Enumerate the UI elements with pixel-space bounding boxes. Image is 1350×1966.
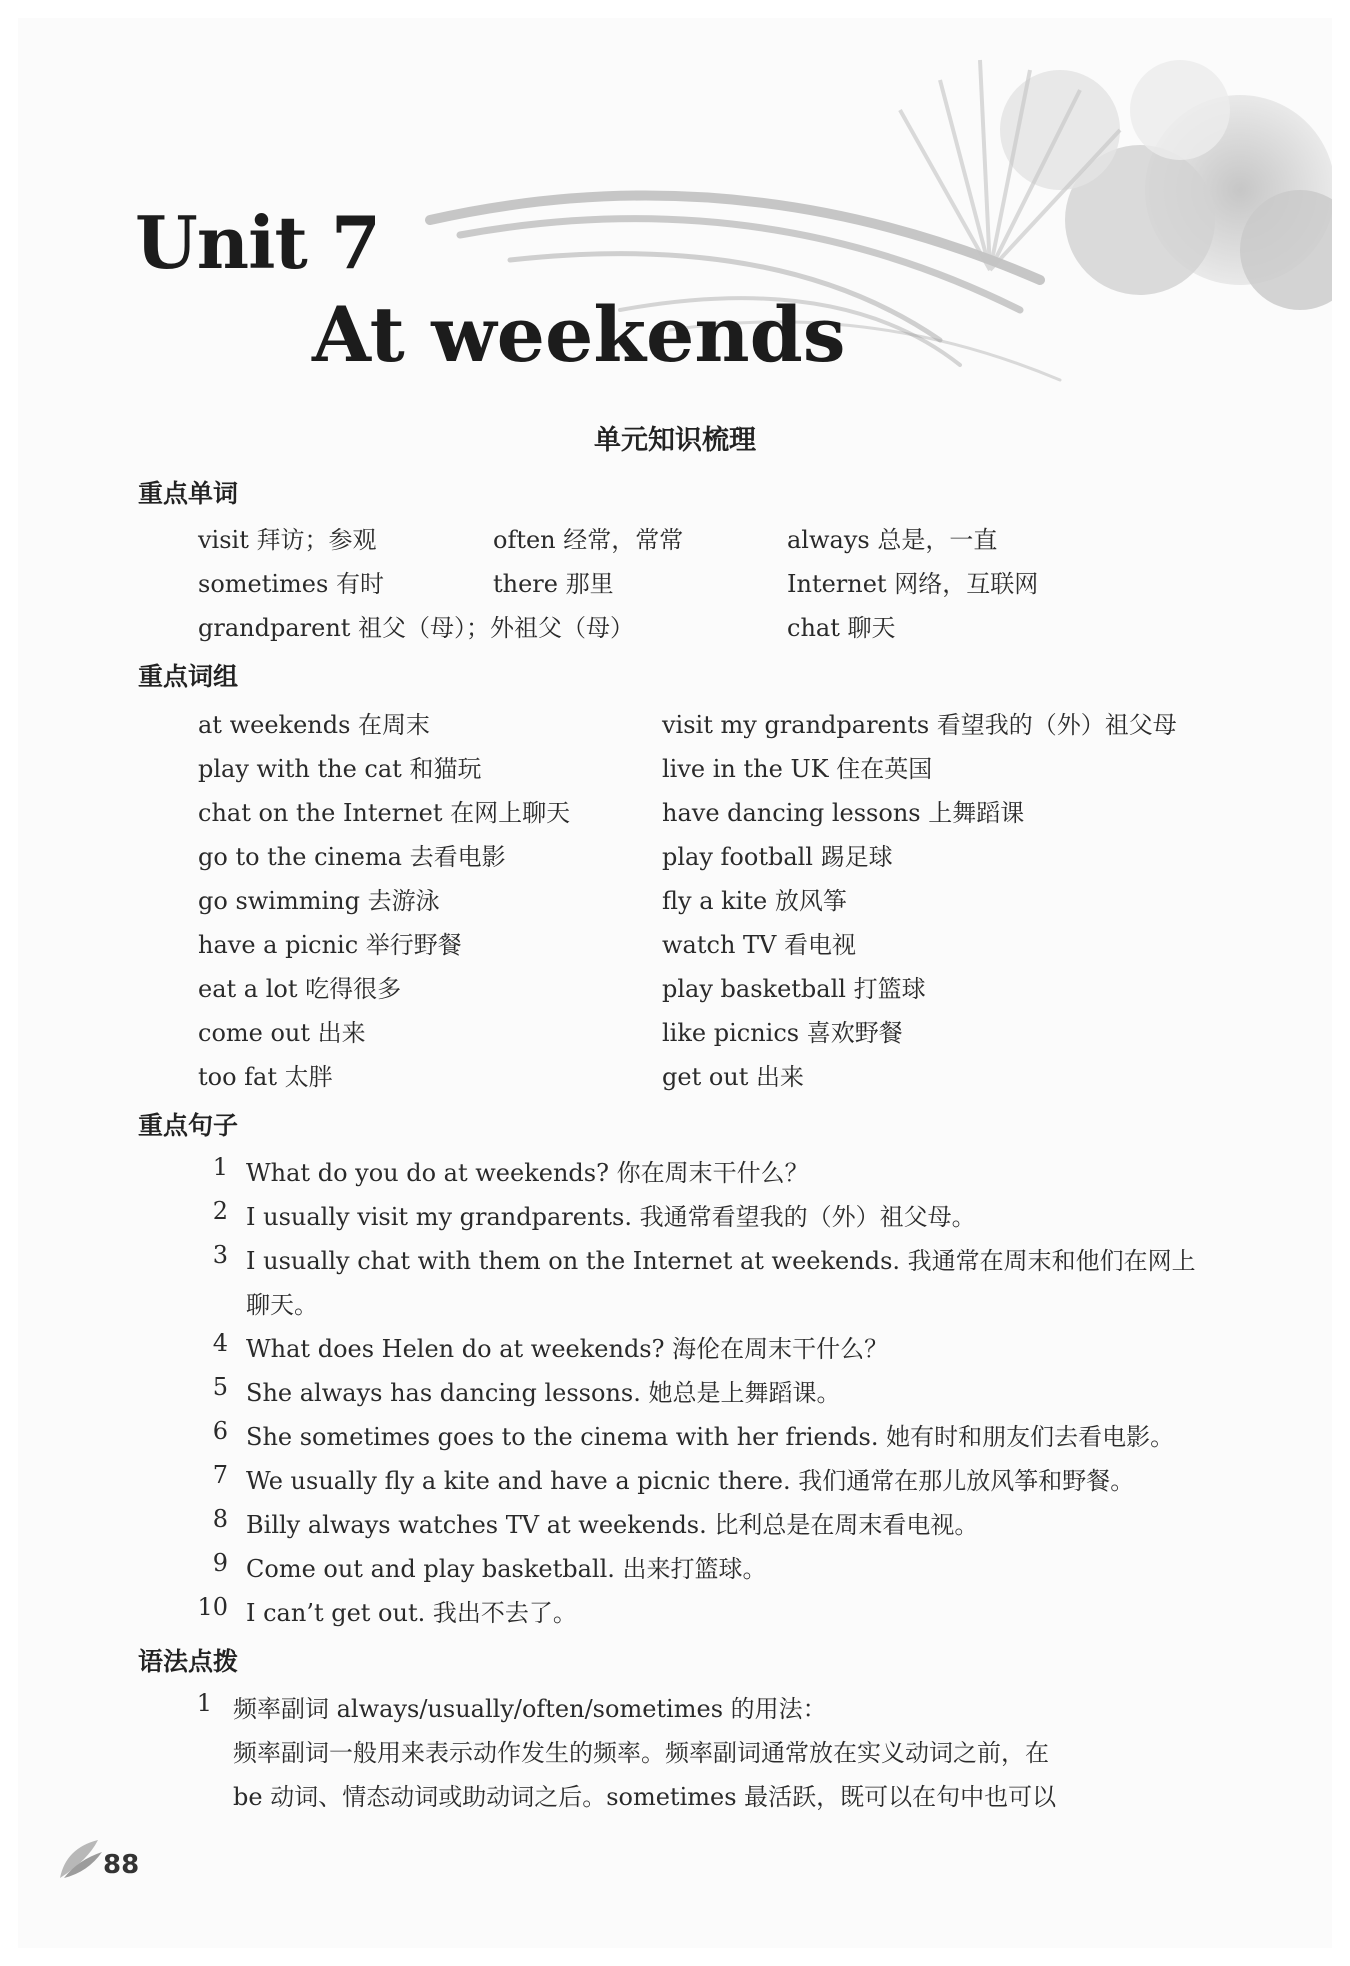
word-item: there 那里 — [493, 570, 614, 598]
phrase-item: chat on the Internet 在网上聊天 — [198, 799, 571, 827]
unit-number: Unit 7 — [135, 200, 380, 285]
phrase-item: come out 出来 — [198, 1019, 366, 1047]
grammar-heading: 语法点拨 — [138, 1647, 239, 1676]
word-item: grandparent 祖父（母）；外祖父（母） — [198, 614, 635, 642]
phrase-item: like picnics 喜欢野餐 — [662, 1019, 903, 1047]
grammar-point-number: 1 — [196, 1689, 212, 1717]
sentence-text: I usually visit my grandparents. 我通常看望我的（外）祖父母。 — [246, 1203, 976, 1231]
word-item: visit 拜访；参观 — [198, 526, 377, 554]
sentence-number: 7 — [212, 1461, 228, 1489]
word-item: often 经常，常常 — [493, 526, 684, 554]
sentence-text: Billy always watches TV at weekends. 比利总是在周末看电视。 — [246, 1511, 979, 1539]
phrase-item: eat a lot 吃得很多 — [198, 975, 402, 1003]
phrase-item: play with the cat 和猫玩 — [198, 755, 482, 783]
phrase-item: go swimming 去游泳 — [198, 887, 440, 915]
word-item: sometimes 有时 — [198, 570, 384, 598]
phrase-item: at weekends 在周末 — [198, 711, 431, 739]
sentence-text: She sometimes goes to the cinema with her friends. 她有时和朋友们去看电影。 — [246, 1423, 1175, 1451]
section-title: 单元知识梳理 — [594, 425, 756, 456]
sentence-text: What does Helen do at weekends? 海伦在周末干什么？ — [246, 1335, 889, 1363]
sentence-number: 5 — [212, 1373, 228, 1401]
sentence-text: I usually chat with them on the Internet at weekends. 我通常在周末和他们在网上 — [246, 1247, 1196, 1275]
sentence-text-continued: 聊天。 — [246, 1291, 318, 1319]
sentence-number: 1 — [212, 1153, 228, 1181]
grammar-text: be 动词、情态动词或助动词之后。sometimes 最活跃，既可以在句中也可以 — [233, 1783, 1057, 1811]
sentence-number: 10 — [197, 1593, 228, 1621]
page-number: 88 — [103, 1850, 140, 1880]
unit-title: At weekends — [312, 290, 846, 379]
sentence-text: She always has dancing lessons. 她总是上舞蹈课。 — [246, 1379, 841, 1407]
phrase-item: get out 出来 — [662, 1063, 805, 1091]
grammar-point-title: 频率副词 always/usually/often/sometimes 的用法： — [233, 1695, 827, 1723]
phrase-item: watch TV 看电视 — [662, 931, 856, 959]
sentence-text: Come out and play basketball. 出来打篮球。 — [246, 1555, 767, 1583]
sentence-number: 4 — [212, 1329, 228, 1357]
phrase-item: visit my grandparents 看望我的（外）祖父母 — [662, 711, 1177, 739]
phrase-item: too fat 太胖 — [198, 1063, 333, 1091]
phrase-item: play football 踢足球 — [662, 843, 893, 871]
words-heading: 重点单词 — [138, 479, 239, 508]
phrases-heading: 重点词组 — [138, 662, 239, 691]
word-item: chat 聊天 — [787, 614, 896, 642]
sentence-number: 8 — [212, 1505, 228, 1533]
phrase-item: fly a kite 放风筝 — [662, 887, 847, 915]
sentence-text: We usually fly a kite and have a picnic there. 我们通常在那儿放风筝和野餐。 — [246, 1467, 1135, 1495]
word-item: always 总是，一直 — [787, 526, 998, 554]
leaf-icon — [58, 1838, 104, 1880]
phrase-item: have dancing lessons 上舞蹈课 — [662, 799, 1025, 827]
grammar-text: 频率副词一般用来表示动作发生的频率。频率副词通常放在实义动词之前，在 — [233, 1739, 1049, 1767]
sentence-number: 9 — [212, 1549, 228, 1577]
sentence-text: What do you do at weekends? 你在周末干什么？ — [246, 1159, 809, 1187]
phrase-item: go to the cinema 去看电影 — [198, 843, 506, 871]
phrase-item: play basketball 打篮球 — [662, 975, 926, 1003]
sentences-heading: 重点句子 — [138, 1111, 239, 1140]
sentence-number: 3 — [212, 1241, 228, 1269]
word-item: Internet 网络，互联网 — [787, 570, 1039, 598]
sentence-number: 2 — [212, 1197, 228, 1225]
phrase-item: live in the UK 住在英国 — [662, 755, 933, 783]
phrase-item: have a picnic 举行野餐 — [198, 931, 462, 959]
sentence-text: I can’t get out. 我出不去了。 — [246, 1599, 577, 1627]
sentence-number: 6 — [212, 1417, 228, 1445]
